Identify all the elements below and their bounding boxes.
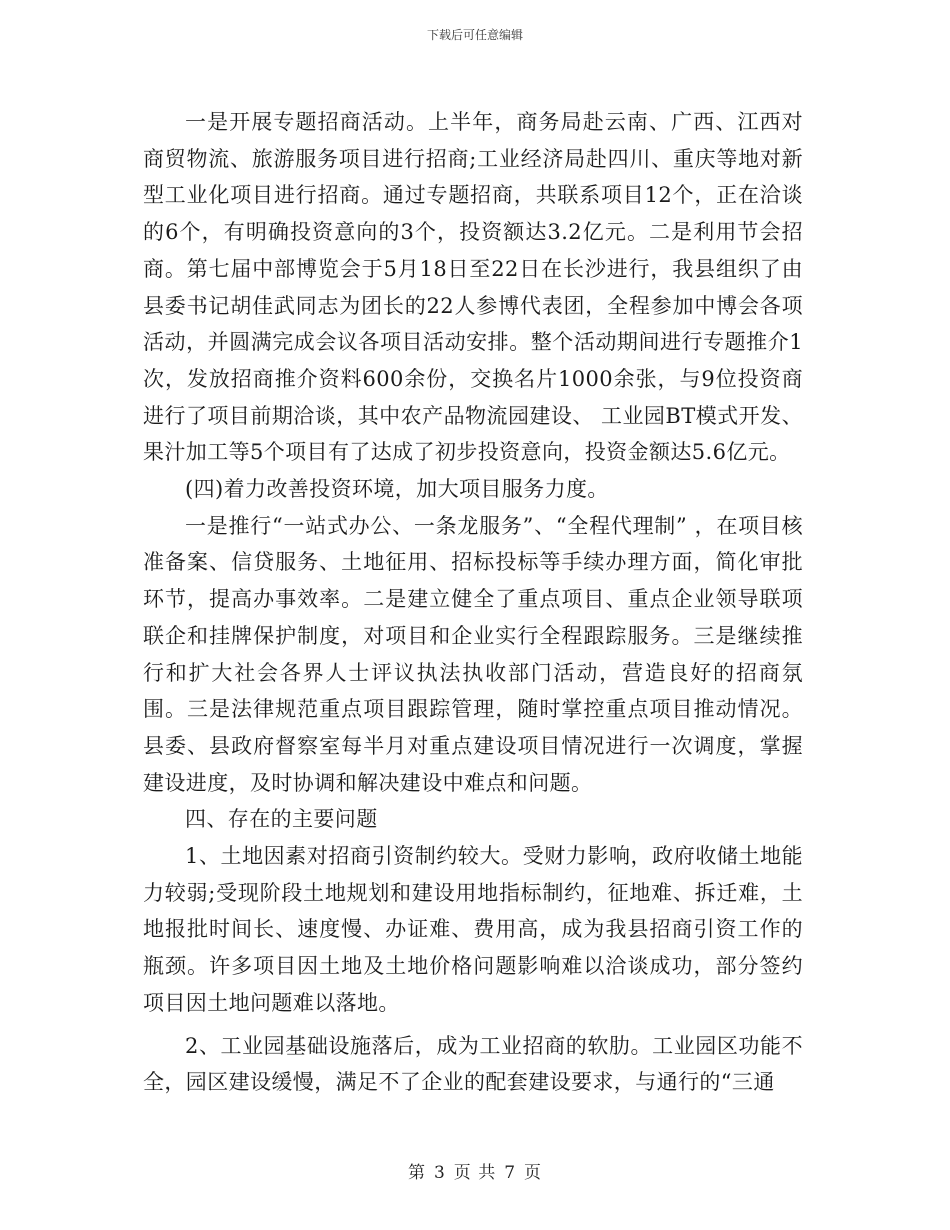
paragraph-investment-activities: 一是开展专题招商活动。上半年，商务局赴云南、广西、江西对商贸物流、旅游服务项目进行招商;工业经济局赴四川、重庆等地对新型工业化项目进行招商。通过专题招商，共联系项目12个，正在洽谈的6个，有明确投资意向的3个，投资额达3.2亿元。二是利用节会招商。第七届中部博览会于5月18日至22日在长沙进行，我县组织了由县委书记胡佳武同志为团长的22人参博代表团，全程参加中博会各项活动，并圆满完成会议各项目活动安排。整个活动期间进行专题推介1次，发放招商推介资料600余份，交换名片1000余张，与9位投资商进行了项目前期洽谈，其中农产品物流园建设、 工业园BT模式开发、果汁加工等5个项目有了达成了初步投资意向，投资金额达5.6亿元。 — [143, 110, 803, 465]
paragraph-problem-industrial-park: 2、工业园基础设施落后，成为工业招商的软肋。工业园区功能不全，园区建设缓慢，满足不了企业的配套建设要求，与通行的“三通 — [143, 1033, 803, 1095]
paragraph-problems-heading: 四、存在的主要问题 — [185, 807, 378, 832]
document-body — [143, 104, 803, 1101]
paragraph-problem-land: 1、土地因素对招商引资制约较大。受财力影响，政府收储土地能力较弱;受现阶段土地规划和建设用地指标制约，征地难、拆迁难，土地报批时间长、速度慢、办证难、费用高，成为我县招商引资工作的瓶颈。许多项目因土地及土地价格问题影响难以洽谈成功，部分签约项目因土地问题难以落地。 — [143, 844, 803, 1015]
page-header: 下载后可任意编辑 — [426, 28, 523, 42]
footer-total-pages: 7 — [504, 1163, 517, 1183]
page-footer — [0, 1158, 950, 1183]
footer-middle: 页 共 — [453, 1163, 497, 1183]
footer-current-page: 3 — [433, 1163, 446, 1183]
footer-suffix: 页 — [524, 1163, 543, 1183]
paragraph-section-heading-4: (四)着力改善投资环境，加大项目服务力度。 — [185, 477, 609, 502]
footer-prefix: 第 — [407, 1163, 426, 1183]
paragraph-service-measures: 一是推行“一站式办公、一条龙服务”、“全程代理制” ，在项目核准备案、信贷服务、土地征用、招标投标等手续办理方面，简化审批环节，提高办事效率。二是建立健全了重点项目、重点企业领导联项联企和挂牌保护制度，对项目和企业实行全程跟踪服务。三是继续推行和扩大社会各界人士评议执法执收部门活动，营造良好的招商氛围。三是法律规范重点项目跟踪管理，随时掌控重点项目推动情况。县委、县政府督察室每半月对重点建设项目情况进行一次调度，掌握建设进度，及时协调和解决建设中难点和问题。 — [143, 513, 803, 795]
